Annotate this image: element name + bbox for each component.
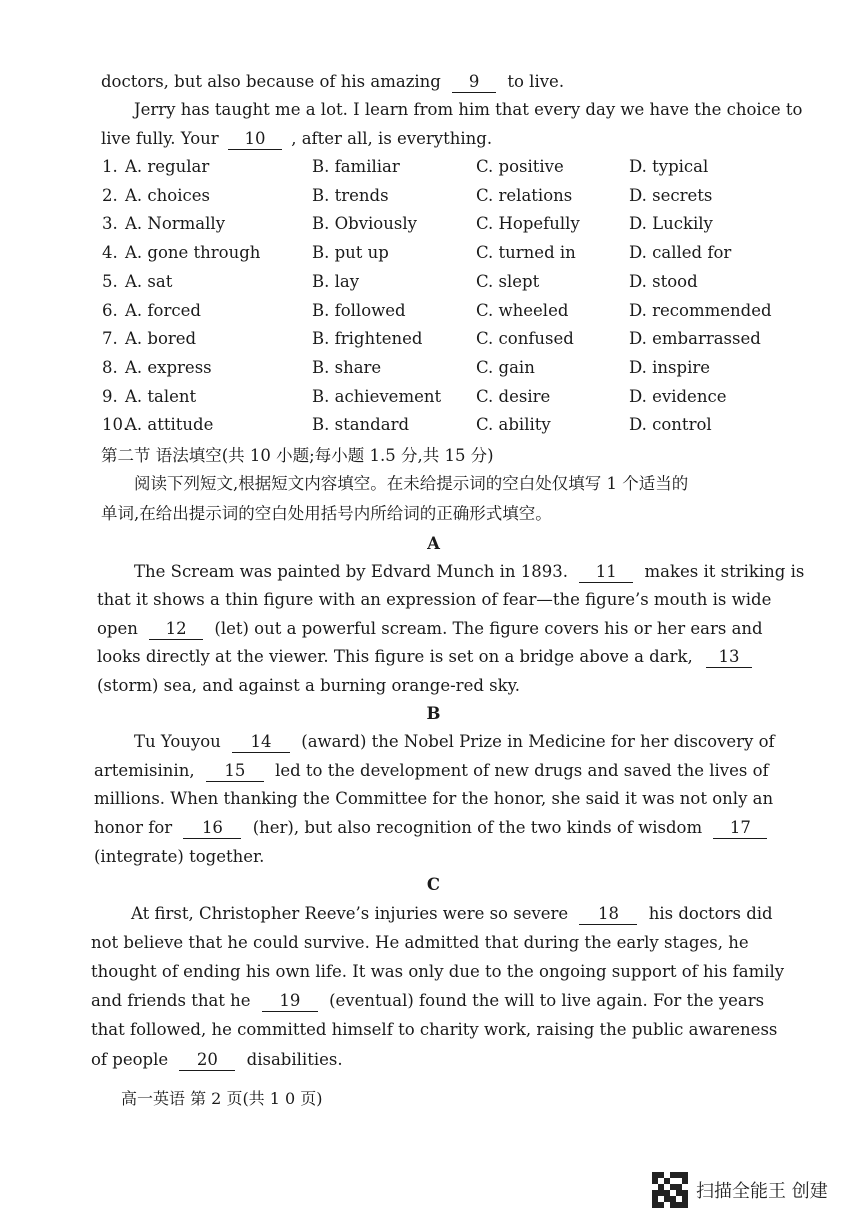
blank-17: 17 bbox=[713, 818, 767, 839]
option-a: A. gone through bbox=[125, 243, 261, 263]
option-c: C. desire bbox=[476, 386, 551, 406]
option-a: A. talent bbox=[125, 386, 197, 406]
page-footer: 高一英语 第 2 页(共 1 0 页) bbox=[121, 1089, 323, 1108]
option-b: B. frightened bbox=[312, 329, 423, 349]
passage-line: not believe that he could survive. He admitted that during the early stages, he bbox=[91, 933, 749, 952]
passage-line bbox=[134, 98, 802, 122]
text: makes it striking is bbox=[644, 562, 805, 581]
option-c: C. gain bbox=[476, 357, 535, 377]
passage-line bbox=[91, 1048, 343, 1072]
blank-10: 10 bbox=[228, 129, 282, 150]
option-a: A. express bbox=[125, 357, 212, 377]
instruction-line: 单词,在给出提示词的空白处用括号内所给词的正确形式填空。 bbox=[101, 504, 552, 523]
option-a: A. bored bbox=[125, 329, 197, 349]
option-d: D. control bbox=[629, 415, 712, 435]
option-d: D. inspire bbox=[629, 357, 710, 377]
option-number: 2. bbox=[102, 185, 118, 205]
passage-line bbox=[134, 730, 775, 754]
option-number: 8. bbox=[102, 357, 118, 377]
option-b: B. Obviously bbox=[312, 214, 417, 234]
option-b: B. put up bbox=[312, 243, 389, 263]
text: The Scream was painted by Edvard Munch in 1893. bbox=[134, 562, 568, 581]
qr-code-icon bbox=[652, 1172, 688, 1208]
passage-line bbox=[94, 759, 769, 783]
option-number: 4. bbox=[102, 243, 118, 263]
text: (let) out a powerful scream. The figure covers his or her ears and bbox=[214, 619, 763, 638]
passage-line bbox=[101, 127, 492, 151]
blank-15: 15 bbox=[206, 761, 264, 782]
option-c: C. turned in bbox=[476, 243, 576, 263]
blank-16: 16 bbox=[183, 818, 241, 839]
instruction-line: 阅读下列短文,根据短文内容填空。在未给提示词的空白处仅填写 1 个适当的 bbox=[134, 474, 689, 493]
option-b: B. share bbox=[312, 357, 382, 377]
option-b: B. trends bbox=[312, 185, 389, 205]
scanner-watermark bbox=[652, 1172, 828, 1208]
text: of people bbox=[91, 1050, 169, 1069]
passage-line: that it shows a thin figure with an expression of fear—the figure’s mouth is wide bbox=[97, 590, 772, 609]
option-d: D. embarrassed bbox=[629, 329, 761, 349]
option-c: C. ability bbox=[476, 415, 551, 435]
passage-line bbox=[131, 902, 773, 926]
option-number: 1. bbox=[102, 157, 118, 176]
option-number: 10. bbox=[102, 415, 129, 435]
text: artemisinin, bbox=[94, 761, 195, 780]
option-a: A. choices bbox=[125, 185, 210, 205]
text: to live. bbox=[507, 72, 565, 91]
blank-9: 9 bbox=[452, 72, 496, 93]
blank-19: 19 bbox=[262, 991, 318, 1012]
option-b: B. familiar bbox=[312, 157, 400, 176]
option-number: 9. bbox=[102, 386, 118, 406]
section-title: 第二节 语法填空(共 10 小题;每小题 1.5 分,共 15 分) bbox=[101, 446, 494, 465]
passage-line bbox=[94, 816, 767, 840]
passage-line bbox=[134, 560, 804, 584]
option-d: D. Luckily bbox=[629, 214, 713, 234]
text: doctors, but also because of his amazing bbox=[101, 72, 441, 91]
text: At first, Christopher Reeve’s injuries were so severe bbox=[131, 904, 569, 923]
passage-line: millions. When thanking the Committee for the honor, she said it was not only an bbox=[94, 789, 774, 808]
option-a: A. attitude bbox=[125, 415, 214, 435]
option-c: C. relations bbox=[476, 185, 573, 205]
passage-line: that followed, he committed himself to charity work, raising the public awareness bbox=[91, 1020, 778, 1039]
option-number: 6. bbox=[102, 300, 118, 320]
text: (her), but also recognition of the two kinds of wisdom bbox=[252, 818, 703, 837]
text: his doctors did bbox=[648, 904, 773, 923]
option-d: D. evidence bbox=[629, 386, 727, 406]
blank-11: 11 bbox=[579, 562, 633, 583]
text: looks directly at the viewer. This figure is set on a bridge above a dark, bbox=[97, 647, 693, 666]
blank-12: 12 bbox=[149, 619, 203, 640]
option-a: A. forced bbox=[125, 300, 201, 320]
option-d: D. recommended bbox=[629, 300, 772, 320]
passage-line: (integrate) together. bbox=[94, 847, 265, 866]
watermark-text: 扫描全能王 创建 bbox=[696, 1181, 828, 1202]
option-b: B. lay bbox=[312, 271, 360, 291]
passage-label-a: A bbox=[427, 534, 440, 553]
passage-line bbox=[97, 645, 752, 669]
passage-label-b: B bbox=[426, 704, 441, 723]
option-a: A. sat bbox=[125, 271, 173, 291]
text: live fully. Your bbox=[101, 129, 219, 148]
text: disabilities. bbox=[246, 1050, 343, 1069]
option-number: 5. bbox=[102, 271, 118, 291]
text: Jerry has taught me a lot. I learn from him that every day we have the choice to bbox=[134, 100, 803, 119]
text: Tu Youyou bbox=[134, 732, 221, 751]
option-c: C. positive bbox=[476, 157, 564, 176]
text: (award) the Nobel Prize in Medicine for her discovery of bbox=[301, 732, 775, 751]
option-a: A. Normally bbox=[125, 214, 226, 234]
option-c: C. confused bbox=[476, 329, 574, 349]
passage-line bbox=[91, 989, 764, 1013]
option-c: C. slept bbox=[476, 271, 540, 291]
option-c: C. Hopefully bbox=[476, 214, 580, 234]
text: , after all, is everything. bbox=[291, 129, 493, 148]
option-number: 7. bbox=[102, 329, 118, 349]
blank-14: 14 bbox=[232, 732, 290, 753]
blank-13: 13 bbox=[706, 647, 752, 668]
passage-line bbox=[97, 617, 763, 641]
option-number: 3. bbox=[102, 214, 118, 234]
option-b: B. standard bbox=[312, 415, 410, 435]
option-b: B. followed bbox=[312, 300, 406, 320]
option-a: A. regular bbox=[125, 157, 210, 176]
text: (eventual) found the will to live again. For the years bbox=[329, 991, 765, 1010]
option-d: D. called for bbox=[629, 243, 732, 263]
text: honor for bbox=[94, 818, 173, 837]
text: led to the development of new drugs and saved the lives of bbox=[275, 761, 769, 780]
blank-18: 18 bbox=[579, 904, 637, 925]
option-d: D. secrets bbox=[629, 185, 713, 205]
passage-label-c: C bbox=[426, 875, 441, 894]
passage-line: (storm) sea, and against a burning orange-red sky. bbox=[97, 676, 520, 695]
text: open bbox=[97, 619, 138, 638]
option-c: C. wheeled bbox=[476, 300, 569, 320]
option-d: D. typical bbox=[629, 157, 709, 176]
option-d: D. stood bbox=[629, 271, 698, 291]
passage-line bbox=[101, 70, 564, 94]
passage-line: thought of ending his own life. It was only due to the ongoing support of his family bbox=[91, 962, 785, 981]
blank-20: 20 bbox=[179, 1050, 235, 1071]
option-b: B. achievement bbox=[312, 386, 442, 406]
text: and friends that he bbox=[91, 991, 251, 1010]
